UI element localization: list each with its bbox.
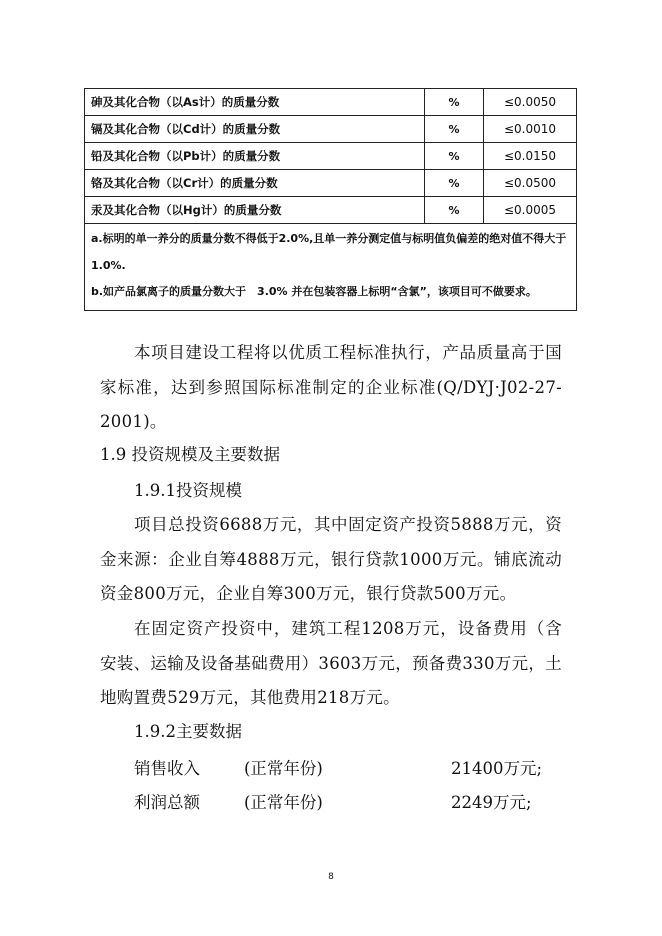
- table-row: [85, 170, 577, 197]
- row-unit: %: [425, 170, 484, 197]
- note-b: b.如产品氯离子的质量分数大于 3.0% 并在包装容器上标明“含氯”，该项目可不做要求。: [91, 285, 537, 298]
- table-notes: [85, 224, 577, 311]
- data-label: 销售收入: [134, 759, 200, 778]
- row-value: ≤0.0150: [484, 143, 577, 170]
- section-heading: 1.9 投资规模及主要数据: [100, 445, 280, 464]
- table-notes-row: [85, 224, 577, 311]
- data-label: 利润总额: [134, 793, 200, 812]
- paragraph-standard: 本项目建设工程将以优质工程标准执行，产品质量高于国家标准，达到参照国际标准制定的企业标准(Q/DYJ·J02-27-2001)。: [100, 343, 562, 431]
- table-row: [85, 89, 577, 116]
- table-row: [85, 143, 577, 170]
- table-row: [85, 116, 577, 143]
- data-value: 2249万元;: [451, 793, 532, 812]
- row-unit: %: [425, 197, 484, 224]
- row-value: ≤0.0010: [484, 116, 577, 143]
- data-period: (正常年份): [244, 759, 323, 778]
- row-unit: %: [425, 143, 484, 170]
- row-name: 汞及其化合物（以Hg计）的质量分数: [85, 197, 425, 224]
- row-value: ≤0.0050: [484, 89, 577, 116]
- page-number: 8: [328, 872, 334, 882]
- row-name: 镉及其化合物（以Cd计）的质量分数: [85, 116, 425, 143]
- row-name: 铅及其化合物（以Pb计）的质量分数: [85, 143, 425, 170]
- row-value: ≤0.0005: [484, 197, 577, 224]
- note-a: a.标明的单一养分的质量分数不得低于2.0%,且单一养分测定值与标明值负偏差的绝对值不得大于1.0%.: [91, 232, 567, 272]
- paragraph-investment: 项目总投资6688万元，其中固定资产投资5888万元，资金来源：企业自筹4888万元，银行贷款1000万元。铺底流动资金800万元，企业自筹300万元，银行贷款500万元。: [100, 515, 562, 603]
- data-value: 21400万元;: [451, 759, 543, 778]
- data-period: (正常年份): [244, 793, 323, 812]
- row-unit: %: [425, 89, 484, 116]
- row-name: 铬及其化合物（以Cr计）的质量分数: [85, 170, 425, 197]
- subsection-heading-investment: 1.9.1投资规模: [134, 481, 242, 500]
- row-name: 砷及其化合物（以As计）的质量分数: [85, 89, 425, 116]
- paragraph-fixed-assets: 在固定资产投资中，建筑工程1208万元，设备费用（含安装、运输及设备基础费用）3603万元，预备费330万元，土地购置费529万元，其他费用218万元。: [100, 619, 562, 707]
- subsection-heading-data: 1.9.2主要数据: [134, 722, 242, 741]
- row-value: ≤0.0500: [484, 170, 577, 197]
- row-unit: %: [425, 116, 484, 143]
- quality-table: [84, 88, 577, 311]
- table-row: [85, 197, 577, 224]
